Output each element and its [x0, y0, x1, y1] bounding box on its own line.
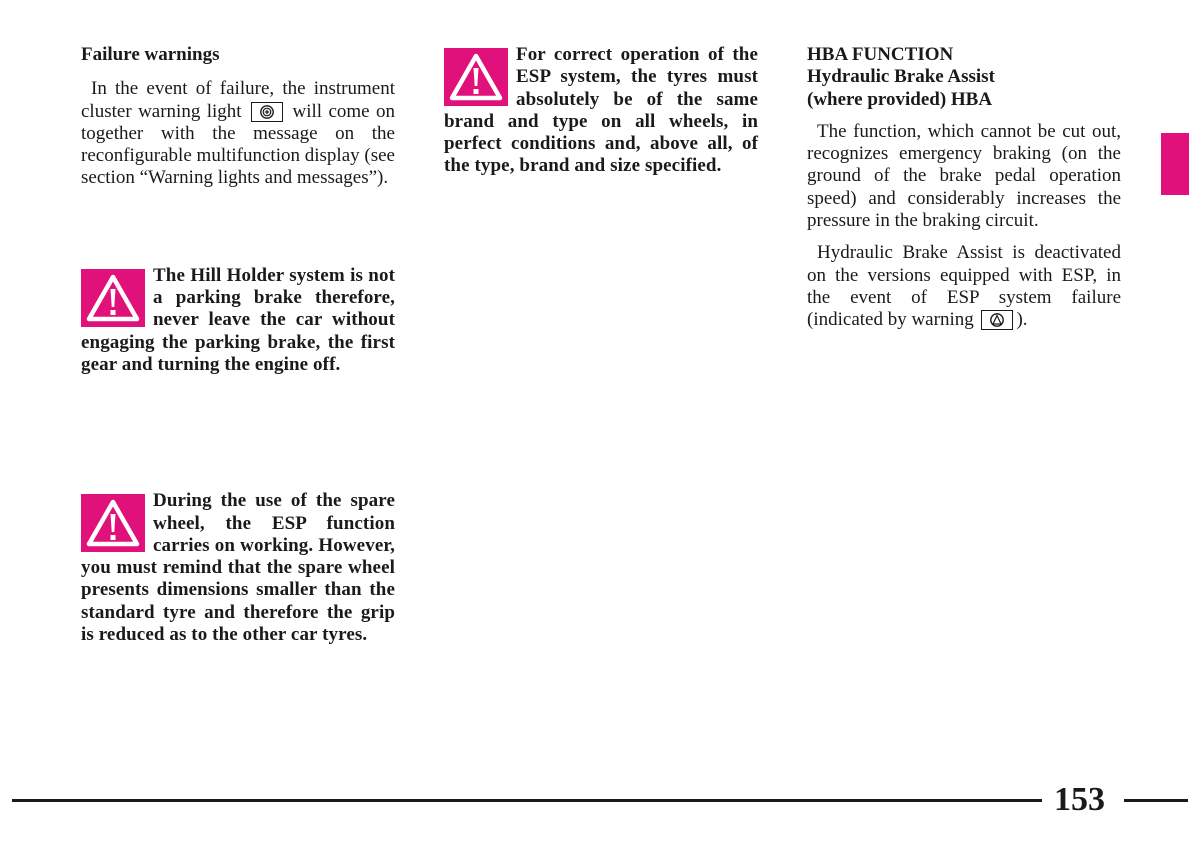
page-number: 153 [1054, 781, 1105, 818]
warning-spare-wheel [81, 490, 395, 646]
section-tab-marker [1161, 133, 1189, 195]
footer-rule-right [1124, 799, 1188, 802]
paragraph-text: In the event of failure, the instrument cluster warning light [81, 78, 395, 122]
brake-system-warning-icon [251, 102, 283, 122]
warning-text: For correct operation of the ESP system, the tyres must absolutely be of the same brand and type on all wheels, in perfect conditions and, above all, of the type, brand and size specified. [444, 44, 758, 177]
paragraph-text-cont: ). [1016, 309, 1028, 331]
paragraph-text-cont: will come on together with the message on the reconfigurable multifunction display (see section “Warning lights and messages”). [81, 100, 396, 189]
warning-triangle-icon [81, 269, 145, 327]
paragraph-text: Hydraulic Brake Assist is deactivated on the versions equipped with ESP, in the event of ESP system failure (indicated by warning [807, 242, 1121, 331]
heading-hydraulic-brake-assist: Hydraulic Brake Assist [807, 66, 995, 88]
failure-warnings-paragraph [81, 78, 395, 189]
column-left [81, 44, 395, 646]
warning-triangle-icon [444, 48, 508, 106]
hba-paragraph-1: The function, which cannot be cut out, recognizes emergency braking (on the ground of the brake pedal operation speed) and considerably increases the pressure in the braking circuit. [807, 120, 1121, 232]
heading-hba-function: HBA FUNCTION [807, 44, 954, 65]
warning-triangle-icon [81, 494, 145, 552]
warning-hill-holder [81, 265, 395, 376]
section-heading-failure-warnings: Failure warnings [81, 44, 220, 65]
warning-esp-tyres [444, 44, 758, 178]
esp-warning-icon [981, 310, 1013, 330]
column-middle [444, 44, 758, 178]
heading-where-provided: (where provided) HBA [807, 88, 993, 110]
hba-paragraph-2 [807, 242, 1121, 331]
warning-text: The Hill Holder system is not a parking brake therefore, never leave the car without engaging the parking brake, the first gear and turning the engine off. [81, 264, 395, 375]
footer-rule-left [12, 799, 1042, 802]
warning-text: During the use of the spare wheel, the ESP function carries on working. However, you must remind that the spare wheel presents dimensions smaller than the standard tyre and therefore the grip is reduced as to the other car tyres. [81, 490, 395, 646]
column-right [807, 44, 1121, 332]
